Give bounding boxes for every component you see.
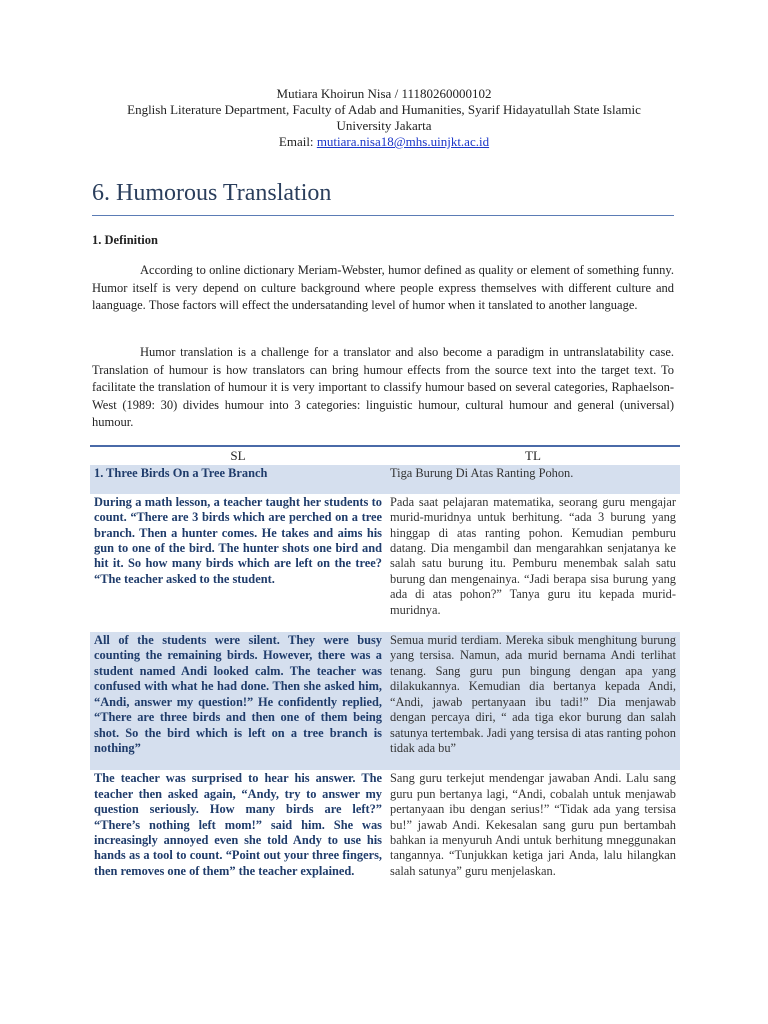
author-line: Mutiara Khoirun Nisa / 11180260000102 xyxy=(276,86,492,101)
email-link[interactable]: mutiara.nisa18@mhs.uinjkt.ac.id xyxy=(316,134,490,149)
tl-cell: Tiga Burung Di Atas Ranting Pohon. xyxy=(386,465,680,493)
paragraph-1: According to online dictionary Meriam-Webster, humor defined as quality or element of something funny. Humor itself is very depend on culture background where people express themselves with different culture and laanguage. Those factors will effect the undersatanding level of humor when it tanslated to another language. xyxy=(92,263,674,313)
paragraph-2: Humor translation is a challenge for a translator and also become a paradigm in untranslatability case. Translation of humour is how translators can bring humour effects from the source text into the target text. To facilitate the translation of humour it is very important to classify humour based on several categories, Raphaelson-West (1989: 30) divides humour into 3 categories: linguistic humour, cultural humour and general (universal) humour. xyxy=(92,345,674,430)
tl-cell: Sang guru terkejut mendengar jawaban Andi. Lalu sang guru pun bertanya lagi, “Andi, cobalah untuk menjawab pertanyaan ibu dengan serius!” “Tidak ada yang tersisa bu!” jawab Andi. Kekesalan sang guru pun bertambah bahkan ia menyuruh Andi untuk berhitung mneggunakan tangannya. “Tunjukkan ketiga jari Anda, lalu hilangkan salah satunya” guru menjelaskan. xyxy=(390,771,676,878)
table-row xyxy=(90,632,680,770)
section-heading: 1. Definition xyxy=(92,233,158,247)
author-header xyxy=(90,86,678,150)
table-row xyxy=(90,494,680,632)
tl-cell: Pada saat pelajaran matematika, seorang guru mengajar murid-muridnya untuk berhitung. “ada 3 burung yang hinggap di atas ranting pohon. Kemudian pemburu datang. Dia mengambil dan mengarahkan senjatanya ke salah satu burung itu. Pemburu menembak salah satu burung dan mengenainya. “Jadi berapa sisa burung yang ada di atas pohon?” Tanya guru itu kepada murid-muridnya. xyxy=(390,494,676,617)
column-header-sl: SL xyxy=(90,446,386,465)
sl-cell: All of the students were silent. They were busy counting the remaining birds. However, there was a student named Andi looked calm. The teacher was confused with what he had done. Then she asked him, “Andi, answer my question!” He confidently replied, “There are three birds and then one of them being shot. So the bird which is left on a tree branch is nothing” xyxy=(90,632,386,770)
translation-table xyxy=(90,445,680,893)
email-label: Email: xyxy=(278,134,314,149)
sl-cell: The teacher was surprised to hear his answer. The teacher then asked again, “Andy, try to answer my question seriously. How many birds are left?” “There’s nothing left mom!” said him. She was increasingly annoyed even she told Andy to use his hands as a tool to count. “Point out your three fingers, then removes one of them” the teacher explained. xyxy=(94,771,382,878)
table-header-row xyxy=(90,446,680,465)
sl-cell: During a math lesson, a teacher taught her students to count. “There are 3 birds which are perched on a tree branch. Then a hunter comes. He takes and aims his gun to one of the bird. The hunter shots one bird and hit it. So how many birds which are left on the tree? “The teacher asked to the student. xyxy=(94,494,382,586)
table-row xyxy=(90,770,680,893)
page-title: 6. Humorous Translation xyxy=(92,180,674,216)
affiliation-line-1: English Literature Department, Faculty of Adab and Humanities, Syarif Hidayatullah State Islamic xyxy=(127,102,641,117)
column-header-tl: TL xyxy=(386,446,680,465)
email-line xyxy=(90,134,678,150)
affiliation-line-2: University Jakarta xyxy=(336,118,432,133)
tl-cell: Semua murid terdiam. Mereka sibuk menghitung burung yang tersisa. Namun, ada murid bernama Andi terlihat tenang. Sang guru pun bingung dengan apa yang dilakukannya. Kemudian dia bertanya kepada Andi, “Andi, jawab pertanyaan ibu tadi!” Dia menjawab dengan percaya diri, “ ada tiga ekor burung dan salah satunya tertembak. Jadi yang tersisa di atas ranting pohon tidak ada bu” xyxy=(386,632,680,770)
table-row xyxy=(90,465,680,493)
sl-cell: 1. Three Birds On a Tree Branch xyxy=(90,465,386,493)
